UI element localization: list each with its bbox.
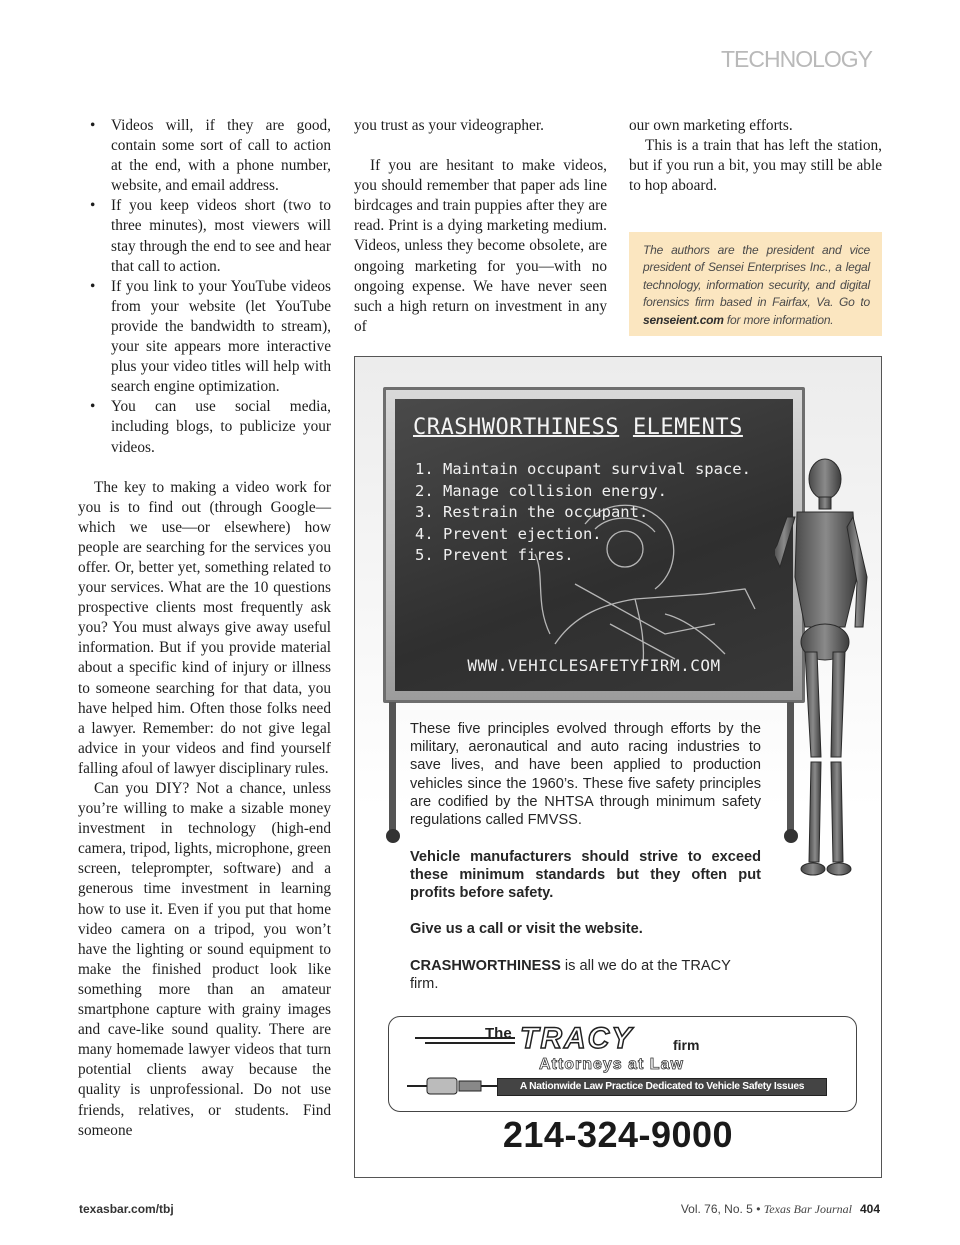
list-item: 4. Prevent ejection. bbox=[415, 524, 602, 543]
list-item: 1. Maintain occupant survival space. bbox=[415, 460, 751, 478]
tracy-firm-logo bbox=[388, 1016, 857, 1112]
article-column-1 bbox=[78, 116, 331, 1141]
occupant-sketch-illustration bbox=[515, 494, 765, 669]
seatbelt-buckle-icon bbox=[407, 1075, 497, 1097]
paragraph: The key to making a video work for you is to find out (through Google—which we use—or elsewhere) how people are searching for the services you offer. Or, better yet, something related to your services. What are the 10 questions prospective clients most frequently ask you? You must always give away useful information. But if you provide material about a specific kind of injury or illness to someone searching for that data, you have helped him. Often those folks need a lawyer. Remember: do not give legal advice in your videos and find yourself falling afoul of lawyer disciplinary rules. bbox=[78, 478, 331, 777]
list-item: • If you link to your YouTube videos from your website (let YouTube provide the bandwidth to stream), your site appears more interactive plus your video titles will help with search engine optimization. bbox=[78, 277, 331, 398]
logo-tracy: TRACY bbox=[520, 1022, 634, 1055]
phone-number[interactable]: 214-324-9000 bbox=[502, 1114, 734, 1155]
page-number: 404 bbox=[859, 1202, 880, 1216]
paragraph: This is a train that has left the station, but if you run a bit, you may still be able to hop aboard. bbox=[629, 137, 882, 195]
article-column-3 bbox=[629, 116, 882, 196]
board-wheel bbox=[386, 829, 400, 843]
tracy-firm-advertisement bbox=[354, 356, 882, 1178]
list-item: • If you keep videos short (two to three minutes), most viewers will stay through the end to see and hear that call to action. bbox=[78, 196, 331, 276]
ad-closing-line: CRASHWORTHINESS is all we do at the TRACY firm. bbox=[410, 958, 731, 993]
author-bio-box bbox=[629, 232, 882, 336]
bullet-list bbox=[78, 116, 331, 458]
article-column-2 bbox=[354, 116, 607, 337]
paragraph: our own marketing efforts. bbox=[629, 117, 793, 134]
list-item: 2. Manage collision energy. bbox=[415, 481, 667, 500]
board-leg bbox=[389, 702, 396, 832]
crash-test-dummy-illustration bbox=[775, 457, 880, 887]
ad-bold-statement: Vehicle manufacturers should strive to exceed these minimum standards but they often put profits before safety. bbox=[410, 849, 761, 902]
paragraph: Can you DIY? Not a chance, unless you’re willing to make a sizable money investment in technology (high-end camera, tripod, lights, microphone, green screen, teleprompter, software) and a generous time investment in learning how to use it. Even if you put that home video camera on a tripod, you won’t have the lighting or sound equipment to make the finished product look like something more than an amateur smartphone capture with grainy images and cave-like sound quality. There are many homemade lawyer videos that turn potential clients away because the quality is unprofessional. Do not use friends, relatives, or students. Find someone bbox=[78, 780, 331, 1139]
list-item: 5. Prevent fires. bbox=[415, 546, 574, 564]
list-item: 3. Restrain the occupant. bbox=[415, 503, 649, 521]
logo-the: The bbox=[485, 1025, 512, 1042]
list-item: • You can use social media, including blogs, to publicize your videos. bbox=[78, 397, 331, 457]
author-bio-link[interactable]: senseient.com bbox=[643, 312, 724, 327]
ad-call-to-action: Give us a call or visit the website. bbox=[410, 921, 643, 937]
logo-attorneys-at-law: Attorneys at Law bbox=[539, 1056, 684, 1073]
ad-body-text: These five principles evolved through efforts by the military, aeronautical and auto racing industries to save lives, and have been applied to production vehicles since the 1960’s. These five safety principles are codified by the NHTSA through minimum safety regulations called FMVSS. bbox=[410, 721, 761, 829]
logo-firm: firm bbox=[673, 1037, 700, 1053]
chalkboard-title: CRASHWORTHINESS ELEMENTS bbox=[413, 415, 743, 440]
chalkboard-url: WWW.VEHICLESAFETYFIRM.COM bbox=[467, 656, 721, 675]
paragraph: you trust as your videographer. bbox=[354, 117, 544, 134]
footer-website[interactable]: texasbar.com/tbj bbox=[79, 1202, 174, 1216]
list-item: • Videos will, if they are good, contain some sort of call to action at the end, with a phone number, website, and email address. bbox=[78, 116, 331, 196]
paragraph: If you are hesitant to make videos, you should remember that paper ads line birdcages and train puppies after they are read. Print is a dying marketing medium. Videos, unless they become obsolete, are ongoing marketing for you—with no ongoing expense. We have never seen such a high return on investment in any of bbox=[354, 157, 607, 335]
author-bio-suffix: for more information. bbox=[723, 312, 834, 327]
section-label: TECHNOLOGY bbox=[720, 46, 872, 72]
author-bio-text: The authors are the president and vice president of Sensei Enterprises Inc., a legal technology, information security, and digital forensics firm based in Fairfax, Va. Go to bbox=[643, 243, 870, 310]
logo-tagline: A Nationwide Law Practice Dedicated to Vehicle Safety Issues bbox=[497, 1078, 827, 1096]
chalkboard bbox=[383, 387, 805, 703]
footer-issue-info: Vol. 76, No. 5 • Texas Bar Journal 404 bbox=[680, 1202, 880, 1216]
